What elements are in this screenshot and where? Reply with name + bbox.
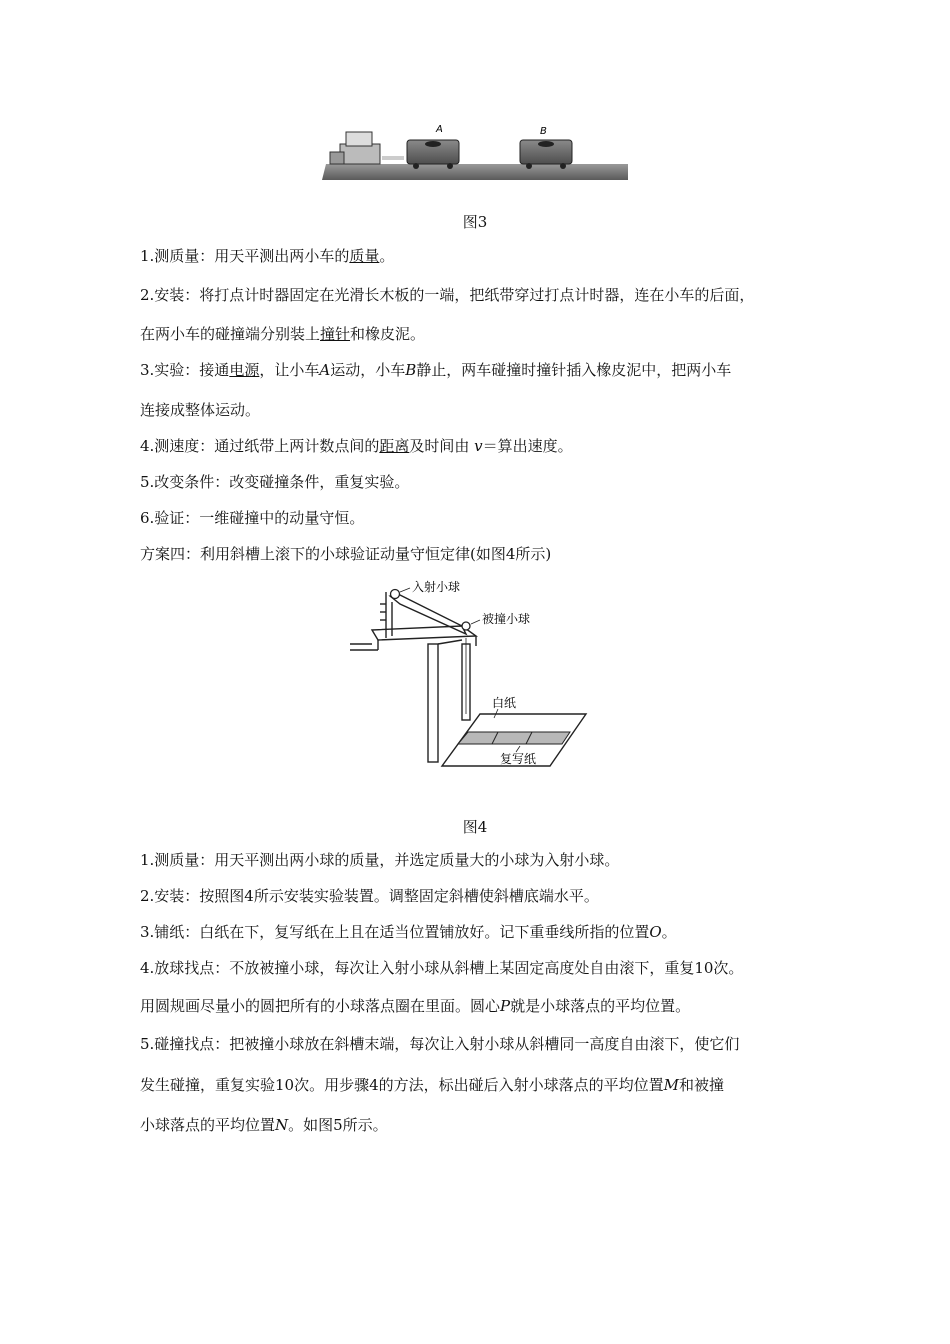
step-3-3: 3.实验：接通电源，让小车A运动，小车B静止，两车碰撞时撞针插入橡皮泥中，把两小车 [140, 361, 732, 379]
step-4-5-cont: 发生碰撞，重复实验10次。用步骤4的方法，标出碰后入射小球落点的平均位置M和被撞 [140, 1076, 725, 1094]
step-3-6: 6.验证：一维碰撞中的动量守恒。 [140, 509, 365, 527]
table-leg-front [428, 644, 438, 762]
label-incident-ball: 入射小球 [412, 580, 461, 594]
step-4-4: 4.放球找点：不放被撞小球，每次让入射小球从斜槽上某固定高度处自由滚下，重复10次。 [140, 959, 744, 977]
step-3-2: 2.安装：将打点计时器固定在光滑长木板的一端，把纸带穿过打点计时器，连在小车的后面， [140, 286, 755, 304]
figure-3-caption: 图3 [462, 213, 488, 231]
step-3-3-cont: 连接成整体运动。 [140, 401, 261, 419]
label-carbon-paper: 复写纸 [500, 752, 537, 766]
incident-ball [391, 590, 400, 599]
label-target-ball: 被撞小球 [482, 612, 531, 626]
carbon-paper [458, 732, 570, 744]
step-4-1: 1.测质量：用天平测出两小球的质量，并选定质量大的小球为入射小球。 [140, 851, 620, 869]
label-b: B [540, 126, 547, 137]
scheme-4-title: 方案四：利用斜槽上滚下的小球验证动量守恒定律(如图4所示) [140, 545, 552, 563]
figure-3-image [322, 122, 632, 184]
step-3-4: 4.测速度：通过纸带上两计数点间的距离及时间由 v＝算出速度。 [140, 437, 573, 455]
step-3-5: 5.改变条件：改变碰撞条件，重复实验。 [140, 473, 410, 491]
target-ball [462, 622, 470, 630]
step-3-2-cont: 在两小车的碰撞端分别装上撞针和橡皮泥。 [140, 325, 426, 343]
label-white-paper: 白纸 [492, 696, 517, 710]
timer-device [330, 132, 404, 164]
label-a: A [436, 124, 443, 135]
table-top [372, 626, 476, 640]
step-4-3: 3.铺纸：白纸在下，复写纸在上且在适当位置铺放好。记下重垂线所指的位置O。 [140, 923, 677, 941]
step-4-2: 2.安装：按照图4所示安装实验装置。调整固定斜槽使斜槽底端水平。 [140, 887, 599, 905]
figure-4-image [350, 578, 590, 774]
step-4-5: 5.碰撞找点：把被撞小球放在斜槽末端，每次让入射小球从斜槽同一高度自由滚下，使它们 [140, 1035, 740, 1053]
step-4-4-cont: 用圆规画尽量小的圆把所有的小球落点圈在里面。圆心P就是小球落点的平均位置。 [140, 997, 691, 1015]
step-3-1: 1.测质量：用天平测出两小车的质量。 [140, 247, 395, 265]
figure-4-caption: 图4 [462, 818, 488, 836]
step-4-5-cont2: 小球落点的平均位置N。如图5所示。 [140, 1116, 388, 1134]
track [322, 164, 628, 180]
